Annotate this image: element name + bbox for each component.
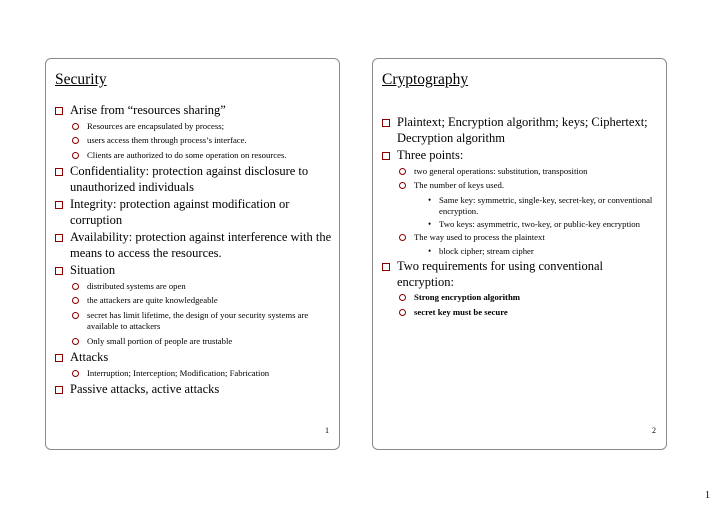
slide-security <box>45 58 340 450</box>
slide-page-number: 2 <box>652 426 656 435</box>
slide-title: Security <box>55 71 107 88</box>
sub-bullet-item: the attackers are quite knowledgeable <box>54 295 333 307</box>
sub-bullet-item: secret has limit lifetime, the design of your security systems are available to attackers <box>54 310 333 333</box>
slide-page-number: 1 <box>325 426 329 435</box>
sub-bullet-item: two general operations: substitution, transposition <box>381 166 660 178</box>
sub-bullet-item: Resources are encapsulated by process; <box>54 121 333 133</box>
bullet-item: Integrity: protection against modification or corruption <box>54 197 333 228</box>
sub-bullet-item: Only small portion of people are trustable <box>54 336 333 348</box>
sub-sub-bullet-item: • block cipher; stream cipher <box>381 246 660 257</box>
slide-content <box>54 103 333 400</box>
sub-sub-bullet-item: • Two keys: asymmetric, two-key, or public-key encryption <box>381 219 660 230</box>
sub-bullet-item: users access them through process’s interface. <box>54 135 333 147</box>
bullet-item: Situation <box>54 263 333 279</box>
sub-bullet-item: distributed systems are open <box>54 281 333 293</box>
slide-cryptography <box>372 58 667 450</box>
sub-bullet-item: Strong encryption algorithm <box>381 292 660 304</box>
sub-sub-bullet-item: • Same key: symmetric, single-key, secret-key, or conventional encryption. <box>381 195 660 217</box>
sub-bullet-item: secret key must be secure <box>381 307 660 319</box>
slide-content <box>381 115 660 321</box>
sub-bullet-item: Interruption; Interception; Modification; Fabrication <box>54 368 333 380</box>
bullet-item: Availability: protection against interference with the means to access the resources. <box>54 230 333 261</box>
bullet-item: Passive attacks, active attacks <box>54 382 333 398</box>
bullet-item: Arise from “resources sharing” <box>54 103 333 119</box>
slide-title: Cryptography <box>382 71 469 88</box>
sub-bullet-item: The number of keys used. <box>381 180 660 192</box>
sub-bullet-item: The way used to process the plaintext <box>381 232 660 244</box>
bullet-item: Two requirements for using conventional encryption: <box>381 259 660 290</box>
bullet-item: Plaintext; Encryption algorithm; keys; Ciphertext; Decryption algorithm <box>381 115 660 146</box>
sub-bullet-item: Clients are authorized to do some operation on resources. <box>54 150 333 162</box>
bullet-item: Three points: <box>381 148 660 164</box>
bullet-item: Confidentiality: protection against disclosure to unauthorized individuals <box>54 164 333 195</box>
page-number: 1 <box>705 490 710 501</box>
bullet-item: Attacks <box>54 350 333 366</box>
